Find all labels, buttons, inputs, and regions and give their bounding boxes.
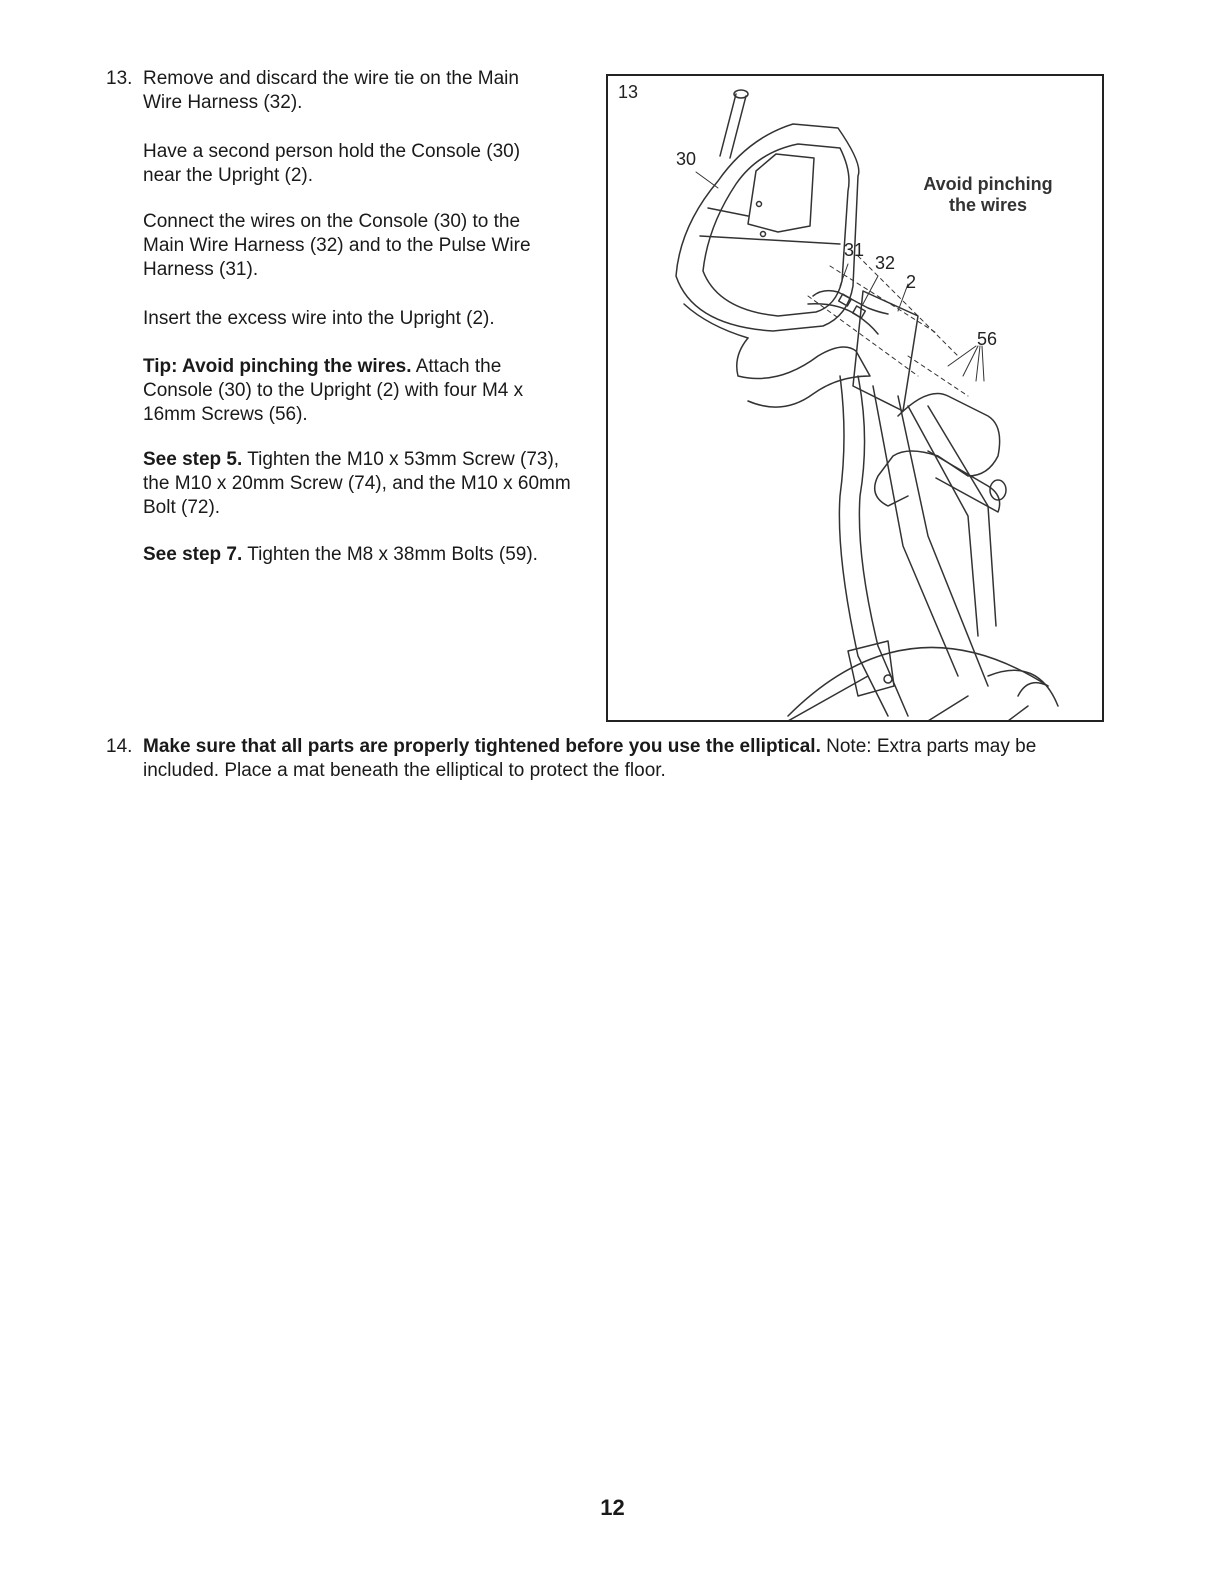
step-14-text: Note: Extra parts may be included. Place a mat beneath the elliptical to protect the floor. bbox=[143, 736, 1037, 781]
right-handle-grip bbox=[928, 451, 1000, 512]
upright-frame-right bbox=[908, 406, 996, 636]
console-button-1 bbox=[757, 202, 762, 207]
console-screen bbox=[748, 154, 814, 232]
dash-line-3 bbox=[858, 256, 958, 356]
see-step-7-text: Tighten the M8 x 38mm Bolts (59). bbox=[242, 544, 538, 565]
left-handle-upper bbox=[720, 94, 746, 158]
step-13-paragraph-4: Insert the excess wire into the Upright (2). bbox=[143, 308, 495, 329]
right-handlebar bbox=[875, 394, 1000, 507]
left-arm-lower bbox=[839, 376, 908, 716]
pivot-bolt bbox=[884, 675, 892, 683]
step-13-paragraph-7 bbox=[143, 543, 573, 567]
dash-line-4 bbox=[908, 356, 968, 396]
step-13-paragraph-3: Connect the wires on the Console (30) to the Main Wire Harness (32) and to the Pulse Wire Harness (31). bbox=[143, 211, 531, 280]
step-14-bold: Make sure that all parts are properly tightened before you use the elliptical. bbox=[143, 736, 821, 757]
callout-2: 2 bbox=[906, 272, 917, 292]
page-number: 12 bbox=[600, 1495, 625, 1520]
figure-number: 13 bbox=[618, 82, 639, 102]
see-step-5-bold: See step 5. bbox=[143, 449, 243, 470]
leader-30 bbox=[696, 172, 718, 188]
step-13-number: 13. bbox=[106, 68, 133, 89]
console-button-2 bbox=[761, 232, 766, 237]
base-arc bbox=[788, 647, 1048, 716]
tip-text: Attach the Console (30) to the Upright (2) with four M4 x 16mm Screws (56). bbox=[143, 356, 524, 425]
console-assembly-drawing bbox=[608, 76, 1104, 722]
step-14-number: 14. bbox=[106, 736, 133, 757]
callout-56: 56 bbox=[977, 329, 998, 349]
callout-32: 32 bbox=[875, 253, 896, 273]
step-13-paragraph-5 bbox=[143, 355, 563, 427]
connector-32 bbox=[853, 306, 866, 318]
step-13-paragraph-2: Have a second person hold the Console (30) near the Upright (2). bbox=[143, 141, 521, 186]
step-13-paragraph-6 bbox=[143, 448, 573, 520]
step-14-paragraph bbox=[143, 735, 1103, 783]
leader-56 bbox=[948, 346, 984, 381]
leader-32 bbox=[863, 276, 878, 304]
upright-frame bbox=[873, 386, 988, 686]
leader-31 bbox=[840, 264, 848, 286]
wheel bbox=[988, 670, 1058, 706]
console-divider bbox=[700, 208, 840, 244]
callout-31: 31 bbox=[844, 240, 865, 260]
avoid-pinching-note: Avoid pinching the wires bbox=[923, 174, 1053, 215]
see-step-5-text: Tighten the M10 x 53mm Screw (73), the M10 x 20mm Screw (74), and the M10 x 60mm Bolt (72). bbox=[143, 449, 571, 518]
tip-bold: Tip: Avoid pinching the wires. bbox=[143, 356, 412, 377]
left-arm bbox=[737, 338, 870, 407]
callout-30: 30 bbox=[676, 149, 697, 169]
step-13-paragraph-1: Remove and discard the wire tie on the Main Wire Harness (32). bbox=[143, 68, 519, 113]
assembly-figure bbox=[606, 74, 1104, 722]
see-step-7-bold: See step 7. bbox=[143, 544, 243, 565]
left-arm-guide bbox=[684, 304, 748, 338]
